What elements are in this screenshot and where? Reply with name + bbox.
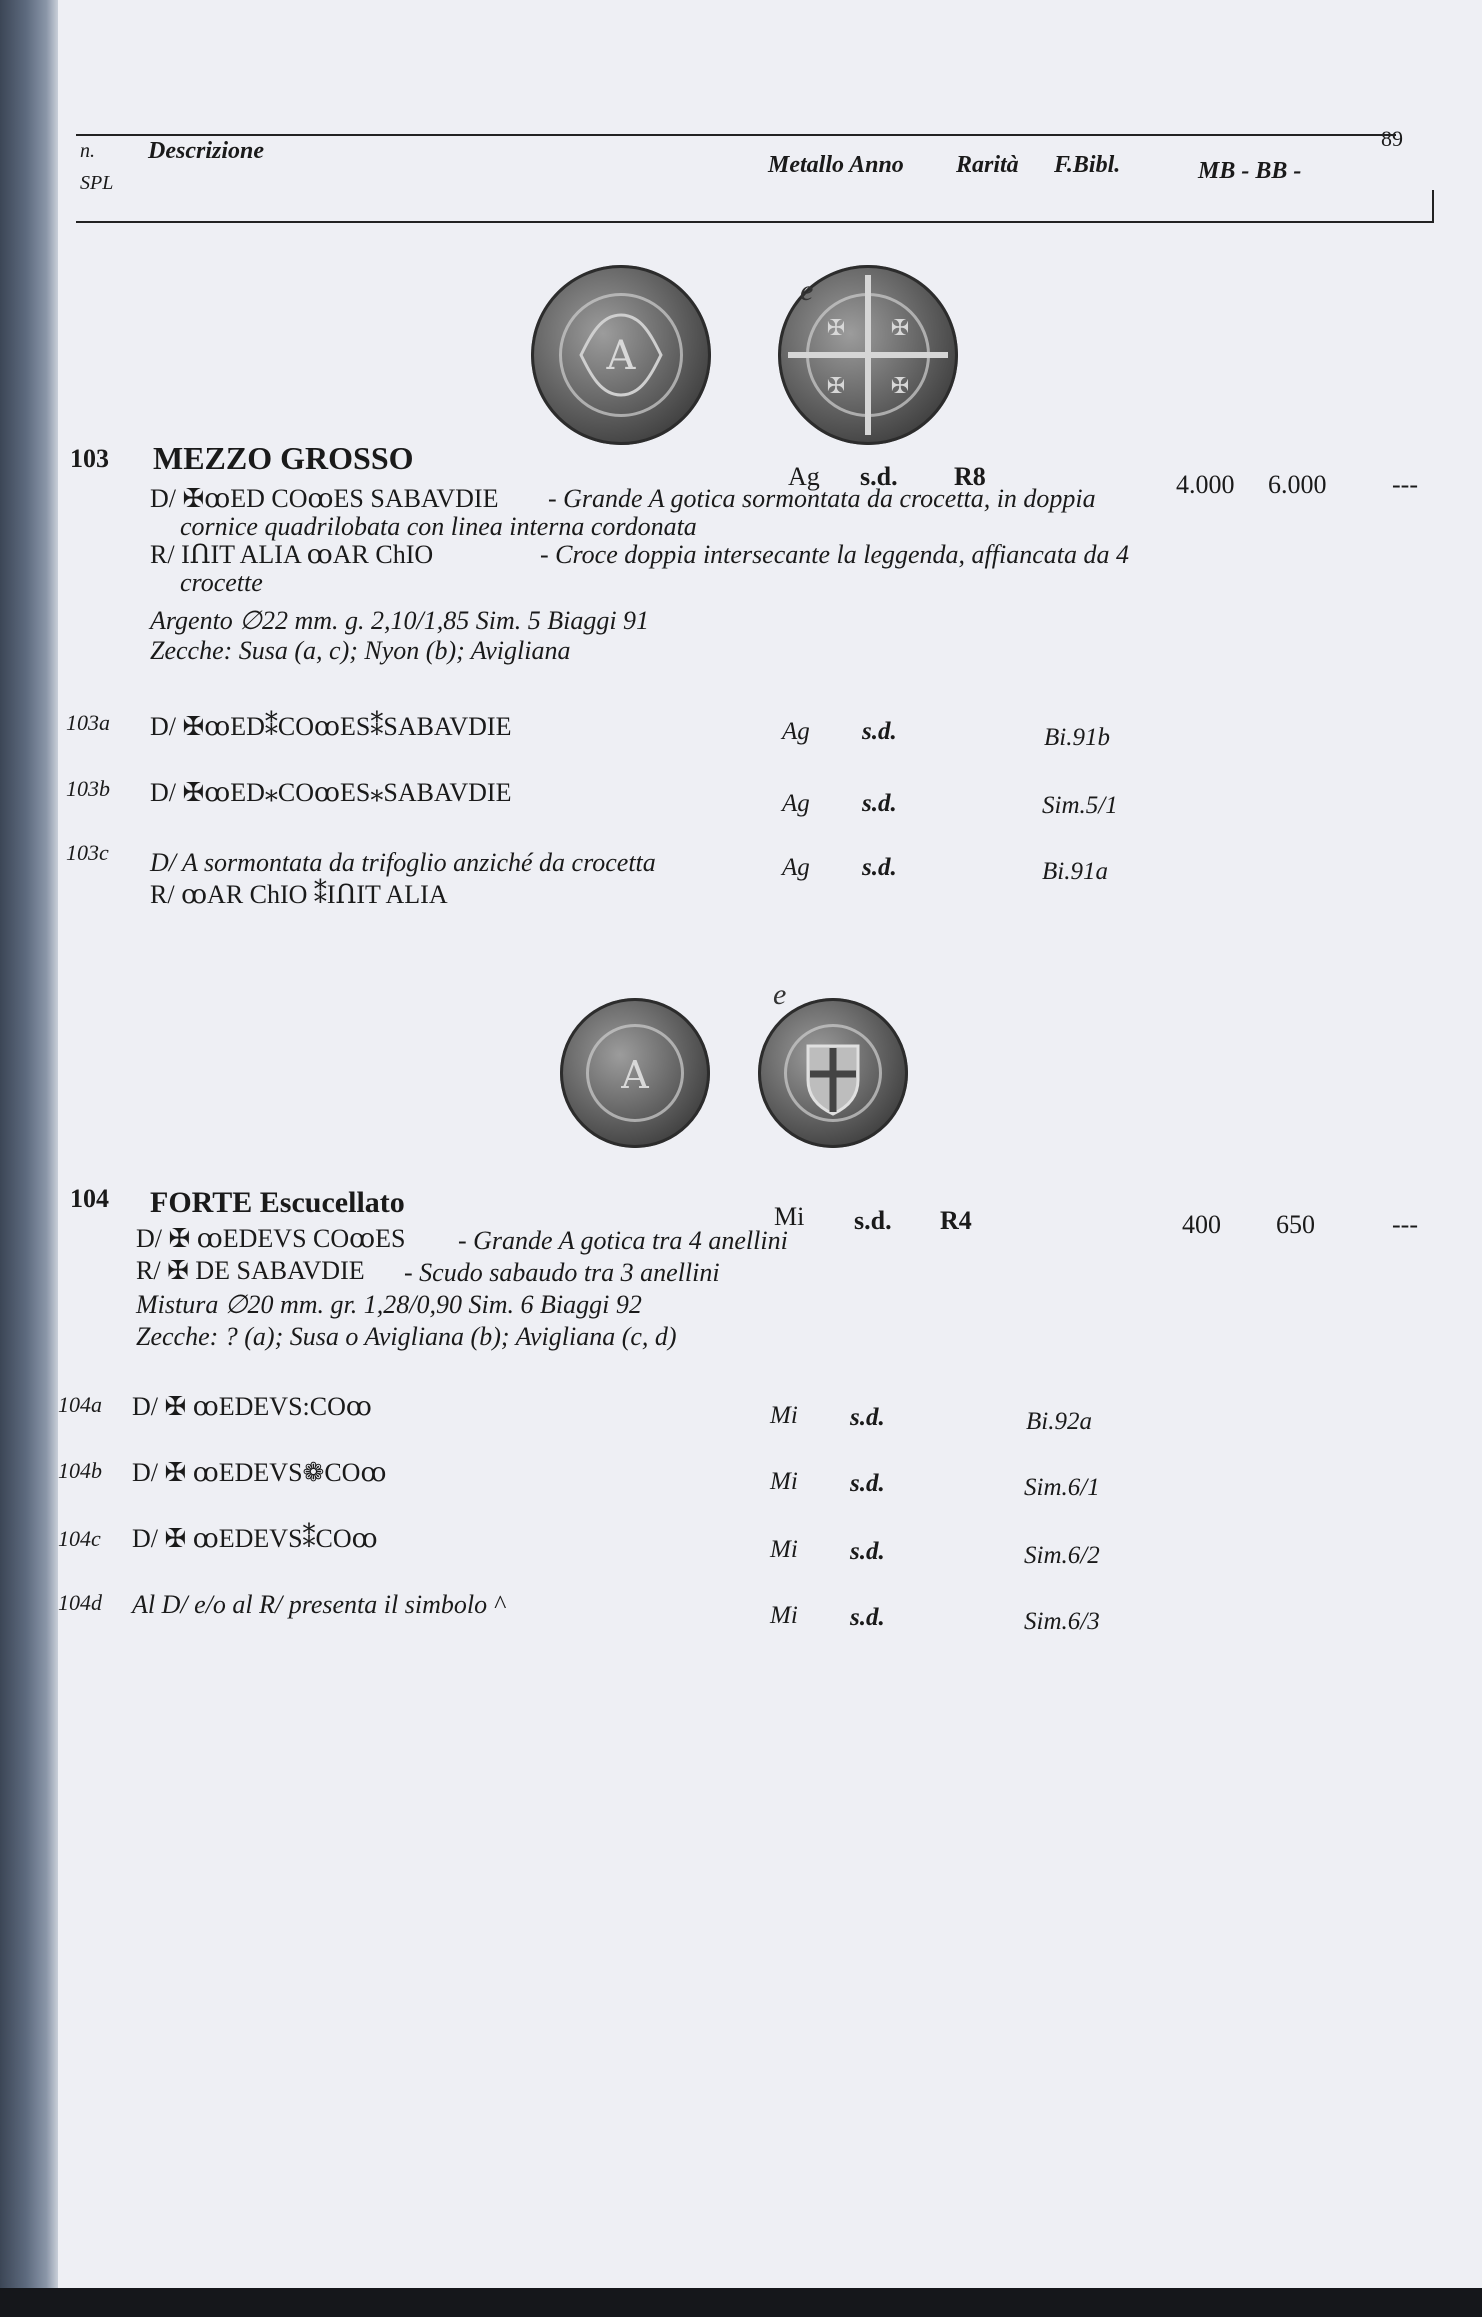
- entry-104-reverse-desc: - Scudo sabaudo tra 3 anellini: [404, 1258, 720, 1287]
- variant-103c-line2: R/ ꝏAR ChIO ⁑IՈIT ALIA: [150, 880, 448, 909]
- header-fbibl: F.Bibl.: [1054, 152, 1121, 178]
- variant-103b-legend: D/ ✠ꝏED⁎COꝏES⁎SABAVDIE: [150, 778, 512, 807]
- entry-104-spl: ---: [1392, 1210, 1418, 1239]
- entry-103-date: s.d.: [860, 462, 898, 491]
- variant-104a-ref: Bi.92a: [1026, 1408, 1092, 1435]
- variant-103b-metal: Ag: [782, 790, 810, 817]
- coin-104-reverse-image: [758, 998, 908, 1148]
- entry-103-bb: 6.000: [1268, 470, 1327, 499]
- variant-103a-date: s.d.: [862, 718, 897, 745]
- header-descrizione: Descrizione: [148, 138, 264, 164]
- variant-104d-date: s.d.: [850, 1604, 885, 1631]
- coin-103-obverse-image: [531, 265, 711, 445]
- handwritten-mark-2: e: [773, 978, 787, 1011]
- variant-104b-legend: D/ ✠ ꝏEDEVS❁COꝏ: [132, 1458, 387, 1487]
- variant-104b-id: 104b: [58, 1458, 102, 1483]
- entry-103-number: 103: [70, 444, 109, 473]
- variant-104b-metal: Mi: [770, 1468, 798, 1495]
- entry-104-rarity: R4: [940, 1206, 972, 1235]
- entry-104-obverse-desc: - Grande A gotica tra 4 anellini: [458, 1226, 788, 1255]
- handwritten-mark-1: e: [800, 274, 814, 307]
- entry-103-obverse-desc-cont: cornice quadrilobata con linea interna cordonata: [180, 512, 697, 541]
- entry-104-specs: Mistura ∅20 mm. gr. 1,28/0,90 Sim. 6 Biaggi 92: [136, 1290, 642, 1319]
- entry-103-reverse-legend: R/ IՈIT ALIA ꝏAR ChIO: [150, 540, 434, 569]
- variant-103a-ref: Bi.91b: [1044, 724, 1110, 751]
- variant-104d-metal: Mi: [770, 1602, 798, 1629]
- variant-104c-id: 104c: [58, 1526, 101, 1551]
- variant-103c-line1: D/ A sormontata da trifoglio anziché da crocetta: [150, 848, 656, 877]
- variant-103b-date: s.d.: [862, 790, 897, 817]
- variant-104c-date: s.d.: [850, 1538, 885, 1565]
- entry-103-reverse-desc: - Croce doppia intersecante la leggenda, affiancata da 4: [540, 540, 1129, 569]
- variant-103a-metal: Ag: [782, 718, 810, 745]
- variant-103c-ref: Bi.91a: [1042, 858, 1108, 885]
- catalog-page: [58, 0, 1482, 2288]
- entry-103-title: MEZZO GROSSO: [153, 440, 414, 476]
- variant-103a-id: 103a: [66, 710, 110, 735]
- entry-104-title: FORTE Escucellato: [150, 1186, 405, 1219]
- variant-104d-id: 104d: [58, 1590, 102, 1615]
- header-mb-bb: MB - BB -: [1198, 158, 1302, 184]
- variant-103b-id: 103b: [66, 776, 110, 801]
- variant-104c-metal: Mi: [770, 1536, 798, 1563]
- entry-103-metal: Ag: [788, 462, 820, 491]
- header-metallo-anno: Metallo Anno: [768, 152, 904, 178]
- variant-103c-id: 103c: [66, 840, 109, 865]
- entry-103-spl: ---: [1392, 470, 1418, 499]
- variant-104d-ref: Sim.6/3: [1024, 1608, 1100, 1635]
- svg-text:A: A: [621, 1053, 649, 1097]
- header-rule-bottom: [76, 221, 1434, 223]
- entry-103-obverse-desc: - Grande A gotica sormontata da crocetta, in doppia: [548, 484, 1096, 513]
- entry-103-rarity: R8: [954, 462, 986, 491]
- scan-bottom-edge: [0, 2288, 1482, 2317]
- header-n: n.: [80, 140, 95, 162]
- variant-104a-id: 104a: [58, 1392, 102, 1417]
- svg-text:✠: ✠: [890, 315, 910, 340]
- variant-104a-metal: Mi: [770, 1402, 798, 1429]
- svg-text:✠: ✠: [890, 373, 910, 398]
- entry-104-obverse-legend: D/ ✠ ꝏEDEVS COꝏES: [136, 1224, 406, 1253]
- coin-104-obverse-image: [560, 998, 710, 1148]
- entry-104-number: 104: [70, 1184, 109, 1213]
- variant-104b-date: s.d.: [850, 1470, 885, 1497]
- entry-103-obverse-legend: D/ ✠ꝏED COꝏES SABAVDIE: [150, 484, 499, 513]
- entry-103-specs: Argento ∅22 mm. g. 2,10/1,85 Sim. 5 Biaggi 91: [150, 606, 650, 635]
- book-spine-shadow: [0, 0, 58, 2317]
- variant-104a-legend: D/ ✠ ꝏEDEVS:COꝏ: [132, 1392, 372, 1421]
- svg-text:✠: ✠: [826, 315, 846, 340]
- variant-104b-ref: Sim.6/1: [1024, 1474, 1100, 1501]
- variant-104d-note: Al D/ e/o al R/ presenta il simbolo ^: [132, 1590, 505, 1619]
- variant-104c-ref: Sim.6/2: [1024, 1542, 1100, 1569]
- variant-103c-date: s.d.: [862, 854, 897, 881]
- entry-103-reverse-desc-cont: crocette: [180, 568, 263, 597]
- variant-104a-date: s.d.: [850, 1404, 885, 1431]
- entry-104-mb: 400: [1182, 1210, 1221, 1239]
- entry-103-mints: Zecche: Susa (a, c); Nyon (b); Avigliana: [150, 636, 571, 665]
- header-rule-right: [1432, 190, 1434, 222]
- variant-103a-legend: D/ ✠ꝏED⁑COꝏES⁑SABAVDIE: [150, 712, 512, 741]
- variant-104c-legend: D/ ✠ ꝏEDEVS⁑COꝏ: [132, 1524, 378, 1553]
- entry-104-mints: Zecche: ? (a); Susa o Avigliana (b); Avigliana (c, d): [136, 1322, 677, 1351]
- entry-104-metal: Mi: [774, 1202, 805, 1231]
- entry-104-reverse-legend: R/ ✠ DE SABAVDIE: [136, 1256, 365, 1285]
- variant-103b-ref: Sim.5/1: [1042, 792, 1118, 819]
- variant-103c-metal: Ag: [782, 854, 810, 881]
- svg-text:✠: ✠: [826, 373, 846, 398]
- svg-text:A: A: [606, 333, 636, 379]
- entry-104-date: s.d.: [854, 1206, 892, 1235]
- header-rarita: Rarità: [956, 152, 1019, 178]
- entry-103-mb: 4.000: [1176, 470, 1235, 499]
- header-spl: SPL: [80, 172, 114, 194]
- page-number: 89: [1381, 126, 1403, 151]
- entry-104-bb: 650: [1276, 1210, 1315, 1239]
- header-rule-top: [76, 134, 1396, 136]
